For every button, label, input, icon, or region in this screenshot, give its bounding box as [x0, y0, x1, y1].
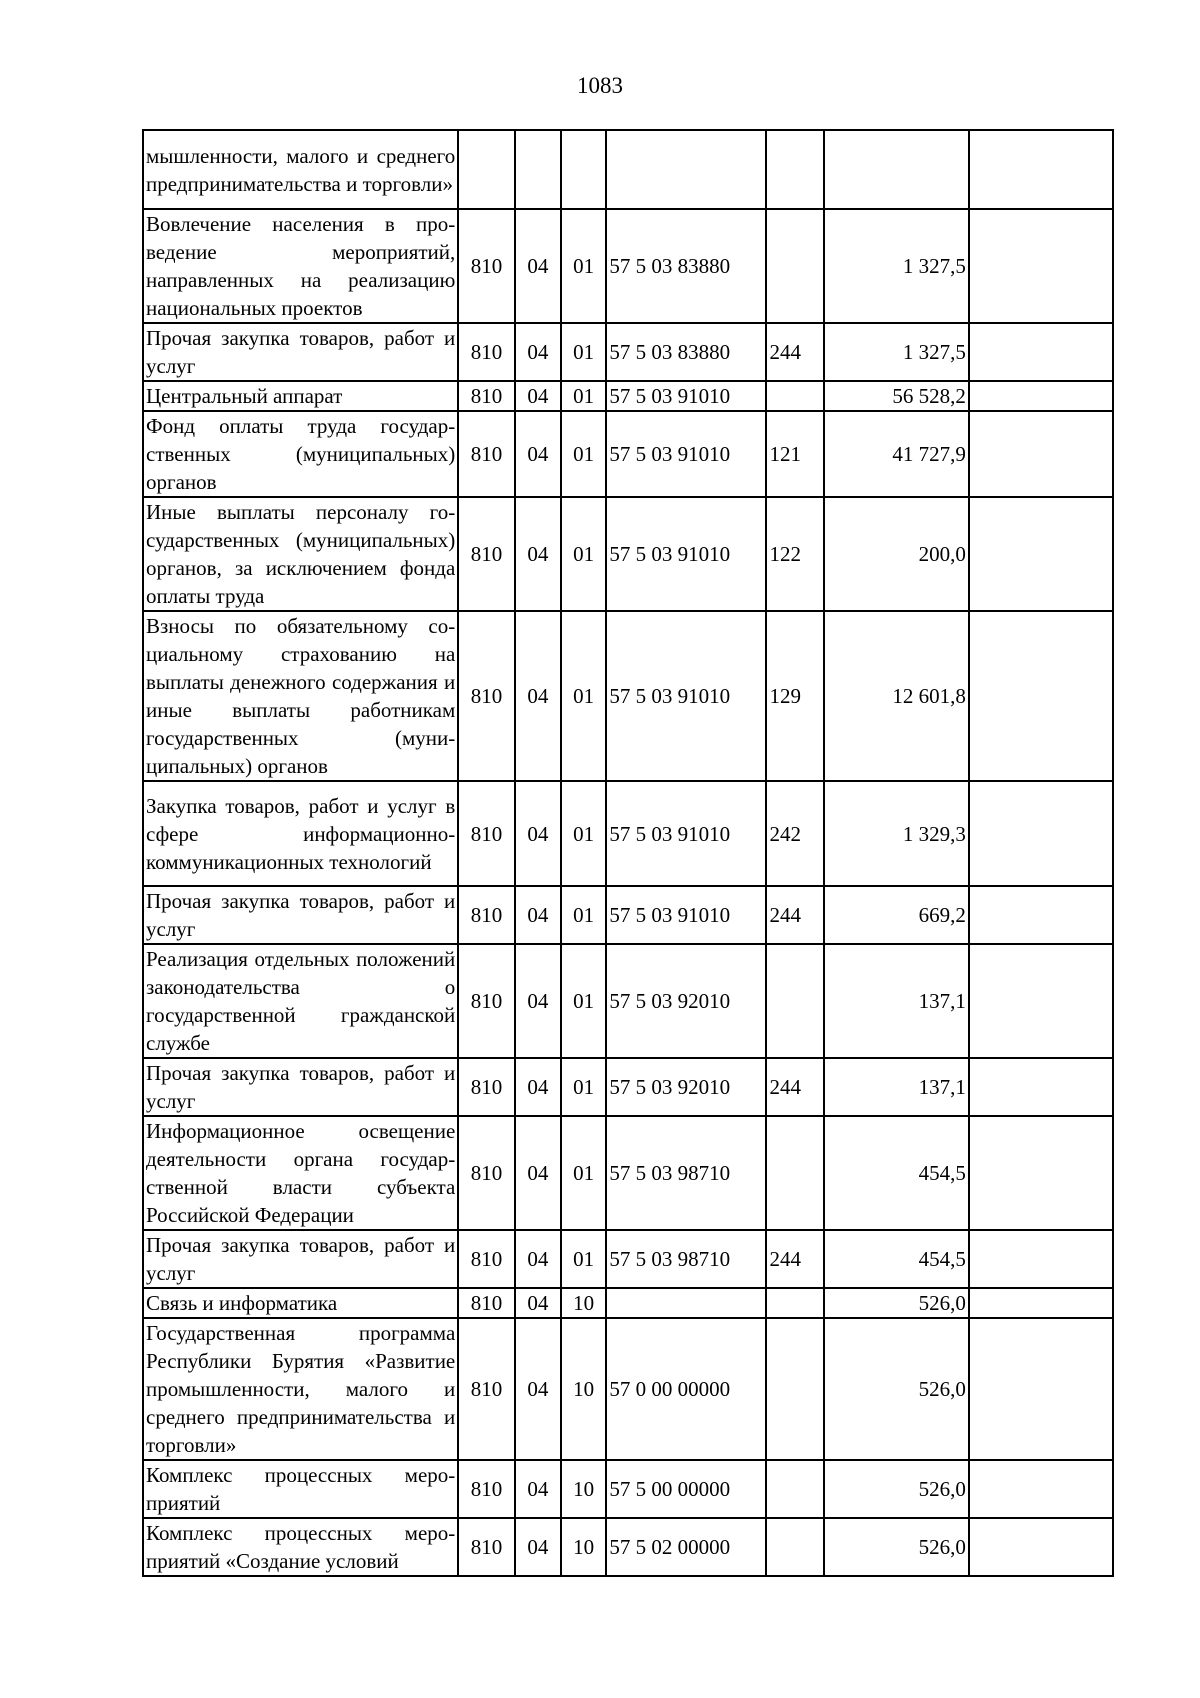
section-code: 04 — [515, 1460, 561, 1518]
expense-name: Государственная программа Республики Бурятия «Развитие промышленности, малого и среднего предпринимательства и торговли» — [143, 1318, 458, 1460]
expense-type-code — [766, 209, 823, 323]
expense-type-code: 244 — [766, 1230, 823, 1288]
expense-type-code — [766, 130, 823, 209]
subsection-code: 01 — [561, 497, 606, 611]
subsection-code: 01 — [561, 1058, 606, 1116]
budget-table — [142, 129, 1114, 1577]
subsection-code: 01 — [561, 323, 606, 381]
empty-column — [969, 411, 1113, 497]
section-code: 04 — [515, 411, 561, 497]
empty-column — [969, 130, 1113, 209]
section-code: 04 — [515, 1058, 561, 1116]
amount: 1 329,3 — [824, 781, 969, 886]
expense-type-code — [766, 1318, 823, 1460]
table-row — [143, 1460, 1113, 1518]
expense-type-code — [766, 1116, 823, 1230]
empty-column — [969, 323, 1113, 381]
amount: 526,0 — [824, 1318, 969, 1460]
target-article-code: 57 5 03 91010 — [606, 497, 766, 611]
glav-code: 810 — [458, 1230, 514, 1288]
subsection-code — [561, 130, 606, 209]
subsection-code: 01 — [561, 611, 606, 781]
subsection-code: 01 — [561, 1116, 606, 1230]
glav-code: 810 — [458, 1116, 514, 1230]
section-code: 04 — [515, 323, 561, 381]
target-article-code: 57 5 03 91010 — [606, 781, 766, 886]
glav-code: 810 — [458, 1318, 514, 1460]
expense-name: Прочая закупка товаров, работ и услуг — [143, 1230, 458, 1288]
target-article-code: 57 5 03 92010 — [606, 944, 766, 1058]
expense-type-code: 244 — [766, 323, 823, 381]
expense-name: Закупка товаров, работ и услуг в сфере информационно-коммуникационных технологий — [143, 781, 458, 886]
glav-code: 810 — [458, 497, 514, 611]
glav-code: 810 — [458, 886, 514, 944]
section-code: 04 — [515, 1230, 561, 1288]
expense-type-code: 242 — [766, 781, 823, 886]
empty-column — [969, 381, 1113, 411]
expense-type-code: 244 — [766, 1058, 823, 1116]
amount — [824, 130, 969, 209]
subsection-code: 01 — [561, 886, 606, 944]
target-article-code: 57 5 00 00000 — [606, 1460, 766, 1518]
expense-name: Прочая закупка товаров, работ и услуг — [143, 1058, 458, 1116]
subsection-code: 10 — [561, 1318, 606, 1460]
glav-code: 810 — [458, 944, 514, 1058]
section-code: 04 — [515, 497, 561, 611]
empty-column — [969, 209, 1113, 323]
expense-type-code: 121 — [766, 411, 823, 497]
target-article-code: 57 5 03 91010 — [606, 381, 766, 411]
empty-column — [969, 1116, 1113, 1230]
amount: 200,0 — [824, 497, 969, 611]
table-row — [143, 944, 1113, 1058]
target-article-code — [606, 1288, 766, 1318]
table-row — [143, 1058, 1113, 1116]
glav-code: 810 — [458, 323, 514, 381]
expense-name: Связь и информатика — [143, 1288, 458, 1318]
table-row — [143, 611, 1113, 781]
empty-column — [969, 1230, 1113, 1288]
amount: 56 528,2 — [824, 381, 969, 411]
amount: 454,5 — [824, 1230, 969, 1288]
section-code: 04 — [515, 209, 561, 323]
glav-code: 810 — [458, 1460, 514, 1518]
empty-column — [969, 611, 1113, 781]
subsection-code: 10 — [561, 1518, 606, 1576]
glav-code: 810 — [458, 381, 514, 411]
section-code: 04 — [515, 611, 561, 781]
section-code — [515, 130, 561, 209]
section-code: 04 — [515, 1116, 561, 1230]
table-row — [143, 209, 1113, 323]
expense-name: Реализация отдельных положений законодательства о государственной гражданской службе — [143, 944, 458, 1058]
expense-name: Прочая закупка товаров, работ и услуг — [143, 323, 458, 381]
glav-code: 810 — [458, 611, 514, 781]
expense-type-code — [766, 1518, 823, 1576]
expense-type-code — [766, 381, 823, 411]
section-code: 04 — [515, 1518, 561, 1576]
glav-code — [458, 130, 514, 209]
target-article-code: 57 0 00 00000 — [606, 1318, 766, 1460]
section-code: 04 — [515, 1318, 561, 1460]
expense-name: Иные выплаты персоналу государственных (муниципальных) органов, за исключением фонда оплаты труда — [143, 497, 458, 611]
empty-column — [969, 1460, 1113, 1518]
expense-name: Фонд оплаты труда государственных (муниципальных) органов — [143, 411, 458, 497]
empty-column — [969, 781, 1113, 886]
table-body — [143, 130, 1113, 1576]
amount: 526,0 — [824, 1288, 969, 1318]
expense-type-code — [766, 944, 823, 1058]
amount: 41 727,9 — [824, 411, 969, 497]
target-article-code: 57 5 03 91010 — [606, 886, 766, 944]
amount: 137,1 — [824, 944, 969, 1058]
subsection-code: 10 — [561, 1460, 606, 1518]
amount: 526,0 — [824, 1518, 969, 1576]
subsection-code: 01 — [561, 209, 606, 323]
glav-code: 810 — [458, 411, 514, 497]
table-row — [143, 781, 1113, 886]
table-row — [143, 323, 1113, 381]
glav-code: 810 — [458, 209, 514, 323]
expense-type-code — [766, 1460, 823, 1518]
amount: 137,1 — [824, 1058, 969, 1116]
expense-name: Взносы по обязательному социальному страхованию на выплаты денежного содержания и иные выплаты работникам государственных (муниципальных) органов — [143, 611, 458, 781]
page-number: 1083 — [577, 73, 623, 98]
table-row — [143, 1230, 1113, 1288]
expense-type-code: 244 — [766, 886, 823, 944]
empty-column — [969, 886, 1113, 944]
table-row — [143, 1288, 1113, 1318]
empty-column — [969, 497, 1113, 611]
expense-type-code: 129 — [766, 611, 823, 781]
amount: 454,5 — [824, 1116, 969, 1230]
glav-code: 810 — [458, 1288, 514, 1318]
target-article-code: 57 5 03 91010 — [606, 411, 766, 497]
subsection-code: 10 — [561, 1288, 606, 1318]
section-code: 04 — [515, 381, 561, 411]
amount: 1 327,5 — [824, 209, 969, 323]
target-article-code: 57 5 02 00000 — [606, 1518, 766, 1576]
target-article-code: 57 5 03 98710 — [606, 1116, 766, 1230]
target-article-code: 57 5 03 91010 — [606, 611, 766, 781]
section-code: 04 — [515, 1288, 561, 1318]
section-code: 04 — [515, 944, 561, 1058]
glav-code: 810 — [458, 781, 514, 886]
section-code: 04 — [515, 886, 561, 944]
amount: 669,2 — [824, 886, 969, 944]
glav-code: 810 — [458, 1518, 514, 1576]
target-article-code: 57 5 03 83880 — [606, 209, 766, 323]
subsection-code: 01 — [561, 411, 606, 497]
table-row — [143, 381, 1113, 411]
target-article-code: 57 5 03 92010 — [606, 1058, 766, 1116]
amount: 1 327,5 — [824, 323, 969, 381]
section-code: 04 — [515, 781, 561, 886]
table-row — [143, 1116, 1113, 1230]
table-row — [143, 1318, 1113, 1460]
expense-type-code — [766, 1288, 823, 1318]
table-row — [143, 886, 1113, 944]
expense-name: Комплекс процессных мероприятий — [143, 1460, 458, 1518]
subsection-code: 01 — [561, 781, 606, 886]
subsection-code: 01 — [561, 1230, 606, 1288]
empty-column — [969, 944, 1113, 1058]
table-row — [143, 497, 1113, 611]
amount: 12 601,8 — [824, 611, 969, 781]
target-article-code: 57 5 03 98710 — [606, 1230, 766, 1288]
table-row — [143, 130, 1113, 209]
empty-column — [969, 1518, 1113, 1576]
subsection-code: 01 — [561, 381, 606, 411]
expense-name: Комплекс процессных мероприятий «Создание условий — [143, 1518, 458, 1576]
amount: 526,0 — [824, 1460, 969, 1518]
target-article-code — [606, 130, 766, 209]
empty-column — [969, 1318, 1113, 1460]
table-row — [143, 1518, 1113, 1576]
target-article-code: 57 5 03 83880 — [606, 323, 766, 381]
expense-type-code: 122 — [766, 497, 823, 611]
subsection-code: 01 — [561, 944, 606, 1058]
expense-name: Прочая закупка товаров, работ и услуг — [143, 886, 458, 944]
expense-name: Центральный аппарат — [143, 381, 458, 411]
glav-code: 810 — [458, 1058, 514, 1116]
table-row — [143, 411, 1113, 497]
empty-column — [969, 1288, 1113, 1318]
empty-column — [969, 1058, 1113, 1116]
expense-name: Вовлечение населения в проведение мероприятий, направленных на реализацию национальных проектов — [143, 209, 458, 323]
expense-name: мышленности, малого и среднего предпринимательства и торговли» — [143, 130, 458, 209]
expense-name: Информационное освещение деятельности органа государственной власти субъекта Российской Федерации — [143, 1116, 458, 1230]
